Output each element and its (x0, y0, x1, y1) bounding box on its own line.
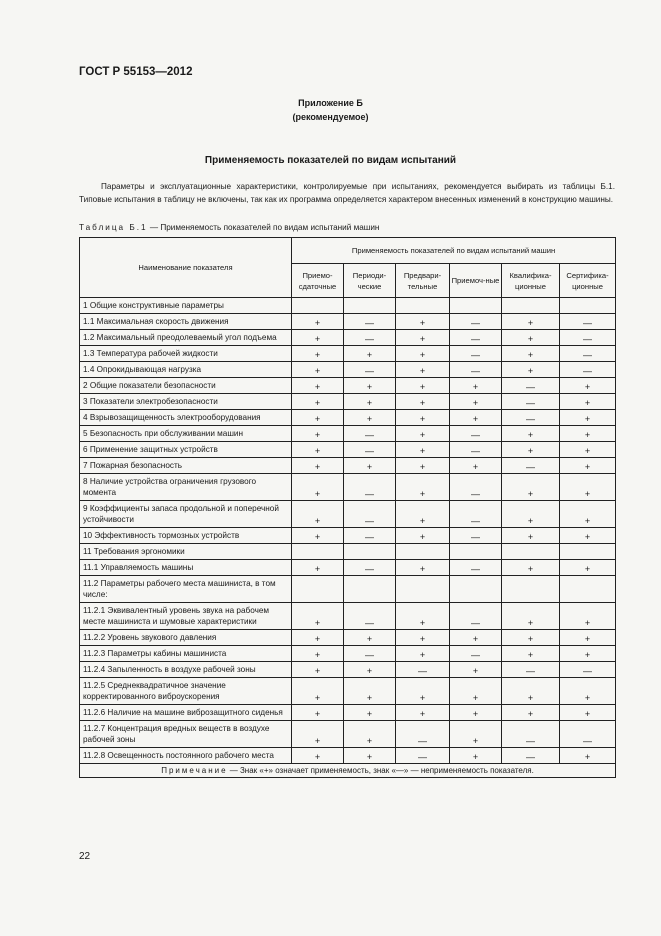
applicability-cell: — (502, 410, 560, 426)
applicability-cell: — (344, 442, 396, 458)
applicability-cell: + (292, 501, 344, 528)
applicability-cell (450, 576, 502, 603)
table-row (80, 748, 616, 764)
indicator-name: 4 Взрывозащищенность электрооборудования (80, 410, 292, 426)
applicability-cell: + (396, 528, 450, 544)
appendix-subtitle: (рекомендуемое) (292, 112, 369, 122)
applicability-cell: — (450, 646, 502, 662)
applicability-cell: + (450, 721, 502, 748)
indicator-name: 1.3 Температура рабочей жидкости (80, 346, 292, 362)
applicability-cell: + (396, 410, 450, 426)
table-row (80, 560, 616, 576)
applicability-cell (560, 298, 616, 314)
applicability-cell: — (450, 362, 502, 378)
applicability-cell (450, 544, 502, 560)
applicability-cell (560, 576, 616, 603)
applicability-cell: + (344, 705, 396, 721)
applicability-cell: + (344, 678, 396, 705)
table-row (80, 705, 616, 721)
applicability-cell (344, 298, 396, 314)
applicability-cell: + (560, 678, 616, 705)
table-row (80, 426, 616, 442)
applicability-cell: + (396, 330, 450, 346)
applicability-cell: — (560, 362, 616, 378)
header-test-types: Применяемость показателей по видам испытаний машин (292, 238, 616, 264)
applicability-cell: — (344, 560, 396, 576)
applicability-cell: + (450, 705, 502, 721)
applicability-cell: — (450, 603, 502, 630)
applicability-cell: + (502, 603, 560, 630)
applicability-cell: + (560, 646, 616, 662)
table-body (80, 298, 616, 764)
applicability-cell: — (450, 528, 502, 544)
applicability-cell: + (502, 474, 560, 501)
applicability-cell: + (502, 426, 560, 442)
applicability-cell (502, 576, 560, 603)
table-row (80, 528, 616, 544)
applicability-cell: + (292, 630, 344, 646)
applicability-cell: — (450, 474, 502, 501)
intro-paragraph: Параметры и эксплуатационные характеристики, контролируемые при испытаниях, рекомендуется выбирать из таблицы Б.1. Типовые испытания в таблицу не включены, так как их программа определяется характером внесенных изменений в конструкцию машины. (79, 182, 615, 204)
applicability-cell: — (560, 721, 616, 748)
applicability-cell (502, 298, 560, 314)
indicator-name: 9 Коэффициенты запаса продольной и поперечной устойчивости (80, 501, 292, 528)
indicator-name: 6 Применение защитных устройств (80, 442, 292, 458)
indicator-name: 1 Общие конструктивные параметры (80, 298, 292, 314)
applicability-cell: + (560, 442, 616, 458)
table-caption-label: Таблица Б.1 (79, 223, 148, 232)
applicability-cell: — (344, 362, 396, 378)
applicability-cell: + (292, 442, 344, 458)
indicator-name: 8 Наличие устройства ограничения грузового момента (80, 474, 292, 501)
header-col: Предвари-тельные (396, 264, 450, 298)
indicator-name: 1.1 Максимальная скорость движения (80, 314, 292, 330)
applicability-cell: + (292, 662, 344, 678)
applicability-cell: — (344, 426, 396, 442)
applicability-cell (396, 544, 450, 560)
appendix-heading (0, 96, 661, 124)
appendix-title: Приложение Б (298, 98, 363, 108)
table-caption-text: — Применяемость показателей по видам испытаний машин (147, 223, 380, 232)
applicability-cell: + (344, 346, 396, 362)
applicability-cell: + (450, 678, 502, 705)
applicability-cell: + (396, 678, 450, 705)
table-row (80, 394, 616, 410)
section-title: Применяемость показателей по видам испытаний (204, 155, 457, 166)
applicability-cell: + (560, 394, 616, 410)
applicability-cell: + (396, 362, 450, 378)
applicability-cell: — (450, 346, 502, 362)
applicability-cell: — (344, 501, 396, 528)
note-text: — Знак «+» означает применяемость, знак «—» — неприменяемость показателя. (227, 766, 534, 775)
applicability-cell: + (560, 410, 616, 426)
applicability-cell: — (396, 748, 450, 764)
table-row (80, 678, 616, 705)
applicability-cell: — (450, 330, 502, 346)
table-row (80, 544, 616, 560)
indicator-name: 11 Требования эргономики (80, 544, 292, 560)
applicability-cell: + (396, 474, 450, 501)
header-indicator-name: Наименование показателя (80, 238, 292, 298)
page-number: 22 (79, 851, 91, 862)
applicability-cell: + (292, 748, 344, 764)
applicability-cell: + (396, 560, 450, 576)
applicability-cell: — (450, 442, 502, 458)
indicator-name: 11.2.1 Эквивалентный уровень звука на рабочем месте машиниста и шумовые характеристики (80, 603, 292, 630)
applicability-cell: + (292, 314, 344, 330)
applicability-cell: — (450, 314, 502, 330)
applicability-cell: + (344, 662, 396, 678)
applicability-cell: — (560, 662, 616, 678)
table-row (80, 576, 616, 603)
table-row (80, 474, 616, 501)
applicability-cell: + (292, 346, 344, 362)
applicability-cell (292, 298, 344, 314)
indicator-name: 11.2.6 Наличие на машине виброзащитного сиденья (80, 705, 292, 721)
applicability-cell: — (560, 314, 616, 330)
applicability-cell: + (292, 678, 344, 705)
applicability-table (79, 237, 616, 778)
applicability-cell: + (396, 458, 450, 474)
applicability-cell: + (396, 705, 450, 721)
applicability-cell: + (396, 646, 450, 662)
table-row (80, 378, 616, 394)
table-row (80, 458, 616, 474)
applicability-cell: — (344, 474, 396, 501)
applicability-cell: — (502, 378, 560, 394)
applicability-cell (344, 576, 396, 603)
applicability-cell: — (344, 330, 396, 346)
applicability-cell: — (502, 748, 560, 764)
applicability-cell: + (396, 346, 450, 362)
applicability-cell: — (502, 458, 560, 474)
header-col: Приемо-сдаточные (292, 264, 344, 298)
indicator-name: 11.2.4 Запыленность в воздухе рабочей зоны (80, 662, 292, 678)
applicability-cell (502, 544, 560, 560)
applicability-cell (292, 544, 344, 560)
header-col: Периоди-ческие (344, 264, 396, 298)
applicability-cell: + (396, 378, 450, 394)
applicability-cell: — (344, 646, 396, 662)
applicability-cell: + (344, 630, 396, 646)
indicator-name: 3 Показатели электробезопасности (80, 394, 292, 410)
indicator-name: 11.1 Управляемость машины (80, 560, 292, 576)
applicability-cell: + (344, 410, 396, 426)
applicability-cell: + (502, 630, 560, 646)
applicability-cell: + (450, 394, 502, 410)
indicator-name: 11.2.3 Параметры кабины машиниста (80, 646, 292, 662)
applicability-cell: + (560, 458, 616, 474)
applicability-cell: + (396, 603, 450, 630)
applicability-cell: + (292, 474, 344, 501)
header-col: Квалифика-ционные (502, 264, 560, 298)
applicability-cell: + (560, 560, 616, 576)
applicability-cell: + (292, 646, 344, 662)
applicability-cell: + (560, 378, 616, 394)
applicability-cell: + (560, 630, 616, 646)
applicability-cell: + (344, 748, 396, 764)
indicator-name: 11.2.7 Концентрация вредных веществ в воздухе рабочей зоны (80, 721, 292, 748)
applicability-cell: + (450, 410, 502, 426)
applicability-cell: + (292, 410, 344, 426)
applicability-cell: + (396, 426, 450, 442)
applicability-cell: + (502, 362, 560, 378)
indicator-name: 10 Эффективность тормозных устройств (80, 528, 292, 544)
table-row (80, 330, 616, 346)
applicability-cell: + (344, 378, 396, 394)
applicability-cell: — (502, 394, 560, 410)
header-col: Сертифика-ционные (560, 264, 616, 298)
applicability-cell: — (396, 662, 450, 678)
applicability-cell: + (292, 362, 344, 378)
indicator-name: 11.2.8 Освещенность постоянного рабочего места (80, 748, 292, 764)
applicability-cell: + (344, 458, 396, 474)
applicability-cell: + (396, 394, 450, 410)
table-row (80, 501, 616, 528)
applicability-cell: + (292, 560, 344, 576)
applicability-cell: — (560, 330, 616, 346)
applicability-cell: + (502, 646, 560, 662)
applicability-cell: + (292, 528, 344, 544)
applicability-cell: + (560, 474, 616, 501)
indicator-name: 11.2.5 Среднеквадратичное значение корректированного виброускорения (80, 678, 292, 705)
applicability-cell: — (344, 603, 396, 630)
applicability-cell: + (396, 501, 450, 528)
table-row (80, 442, 616, 458)
applicability-cell (396, 576, 450, 603)
applicability-cell: + (292, 378, 344, 394)
applicability-cell: + (292, 426, 344, 442)
indicator-name: 11.2.2 Уровень звукового давления (80, 630, 292, 646)
applicability-cell (450, 298, 502, 314)
table-row (80, 314, 616, 330)
applicability-cell: + (560, 426, 616, 442)
applicability-cell: + (292, 721, 344, 748)
applicability-cell (560, 544, 616, 560)
applicability-cell: + (450, 378, 502, 394)
applicability-cell: — (344, 528, 396, 544)
indicator-name: 2 Общие показатели безопасности (80, 378, 292, 394)
table-row (80, 410, 616, 426)
applicability-cell: + (450, 630, 502, 646)
applicability-cell: + (560, 528, 616, 544)
document-code: ГОСТ Р 55153—2012 (79, 66, 193, 78)
applicability-cell: + (292, 603, 344, 630)
table-row (80, 346, 616, 362)
applicability-cell: — (396, 721, 450, 748)
applicability-cell: + (344, 721, 396, 748)
applicability-cell: — (344, 314, 396, 330)
table-note (80, 764, 616, 778)
applicability-cell: + (502, 330, 560, 346)
applicability-cell: + (292, 394, 344, 410)
indicator-name: 11.2 Параметры рабочего места машиниста, в том числе: (80, 576, 292, 603)
applicability-cell: + (502, 346, 560, 362)
note-label: Примечание (161, 766, 228, 775)
applicability-cell: + (560, 501, 616, 528)
applicability-cell: + (502, 528, 560, 544)
indicator-name: 7 Пожарная безопасность (80, 458, 292, 474)
applicability-cell: — (502, 721, 560, 748)
indicator-name: 1.4 Опрокидывающая нагрузка (80, 362, 292, 378)
applicability-cell: + (560, 603, 616, 630)
indicator-name: 1.2 Максимальный преодолеваемый угол подъема (80, 330, 292, 346)
applicability-cell: + (292, 458, 344, 474)
applicability-cell: + (450, 748, 502, 764)
table-row (80, 298, 616, 314)
table-row (80, 603, 616, 630)
applicability-cell: — (450, 426, 502, 442)
applicability-cell: — (450, 501, 502, 528)
applicability-cell: + (396, 442, 450, 458)
applicability-cell (344, 544, 396, 560)
applicability-cell: + (396, 630, 450, 646)
applicability-cell: + (560, 705, 616, 721)
applicability-cell: + (450, 458, 502, 474)
applicability-cell (292, 576, 344, 603)
applicability-cell: + (396, 314, 450, 330)
applicability-cell: + (502, 678, 560, 705)
applicability-cell: + (502, 501, 560, 528)
applicability-cell: + (560, 748, 616, 764)
table-row (80, 362, 616, 378)
applicability-cell: + (292, 330, 344, 346)
applicability-cell: — (502, 662, 560, 678)
applicability-cell: — (560, 346, 616, 362)
table-row (80, 662, 616, 678)
applicability-cell: + (502, 560, 560, 576)
applicability-cell: + (450, 662, 502, 678)
table-row (80, 721, 616, 748)
applicability-cell: + (292, 705, 344, 721)
applicability-cell (396, 298, 450, 314)
applicability-cell: + (344, 394, 396, 410)
table-caption (79, 223, 379, 232)
applicability-cell: + (502, 314, 560, 330)
table-row (80, 630, 616, 646)
applicability-cell: + (502, 442, 560, 458)
applicability-cell: — (450, 560, 502, 576)
header-col: Приемоч-ные (450, 264, 502, 298)
indicator-name: 5 Безопасность при обслуживании машин (80, 426, 292, 442)
applicability-cell: + (502, 705, 560, 721)
table-row (80, 646, 616, 662)
